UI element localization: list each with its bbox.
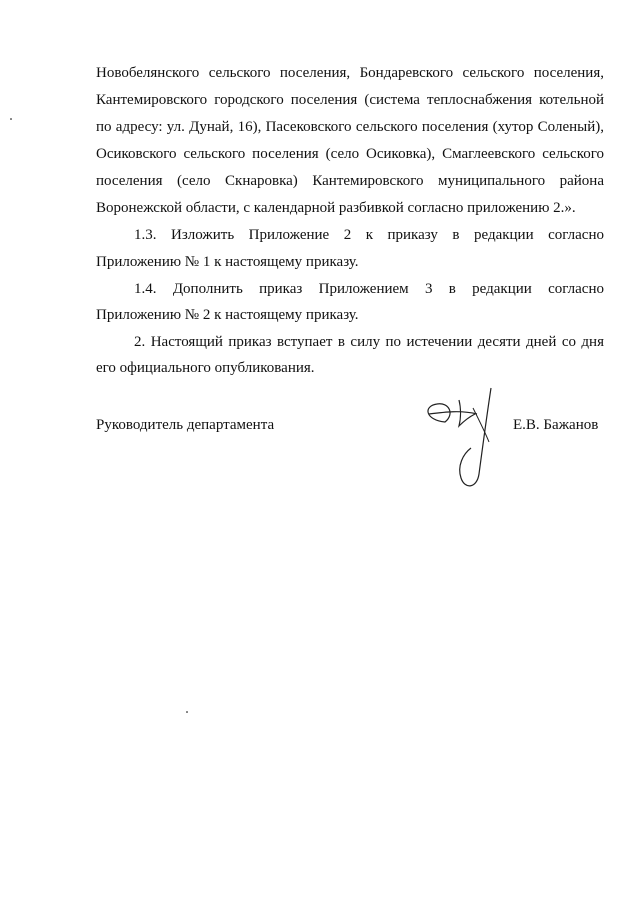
paragraph-line: поселения (село Скнаровка) Кантемировского муниципального района	[96, 173, 604, 189]
signature-role: Руководитель департамента	[96, 417, 275, 433]
paragraph-line: 1.3. Изложить Приложение 2 к приказу в редакции согласно	[134, 227, 604, 243]
handwritten-signature	[415, 384, 510, 494]
signature-name: Е.В. Бажанов	[513, 417, 599, 433]
paragraph-line: Приложению № 1 к настоящему приказу.	[96, 254, 359, 270]
scan-speck	[186, 711, 188, 713]
paragraph-line: Приложению № 2 к настоящему приказу.	[96, 307, 359, 323]
paragraph-line: 2. Настоящий приказ вступает в силу по истечении десяти дней со дня	[134, 334, 604, 350]
paragraph-line: Осиковского сельского поселения (село Осиковка), Смаглеевского сельского	[96, 146, 604, 162]
paragraph-line: Воронежской области, с календарной разбивкой согласно приложению 2.».	[96, 200, 576, 216]
paragraph-line: Новобелянского сельского поселения, Бондаревского сельского поселения,	[96, 65, 604, 81]
scan-speck	[10, 118, 12, 120]
paragraph-line: его официального опубликования.	[96, 360, 315, 376]
paragraph-line: по адресу: ул. Дунай, 16), Пасековского сельского поселения (хутор Соленый),	[96, 119, 604, 135]
paragraph-line: Кантемировского городского поселения (система теплоснабжения котельной	[96, 92, 604, 108]
paragraph-line: 1.4. Дополнить приказ Приложением 3 в редакции согласно	[134, 281, 604, 297]
